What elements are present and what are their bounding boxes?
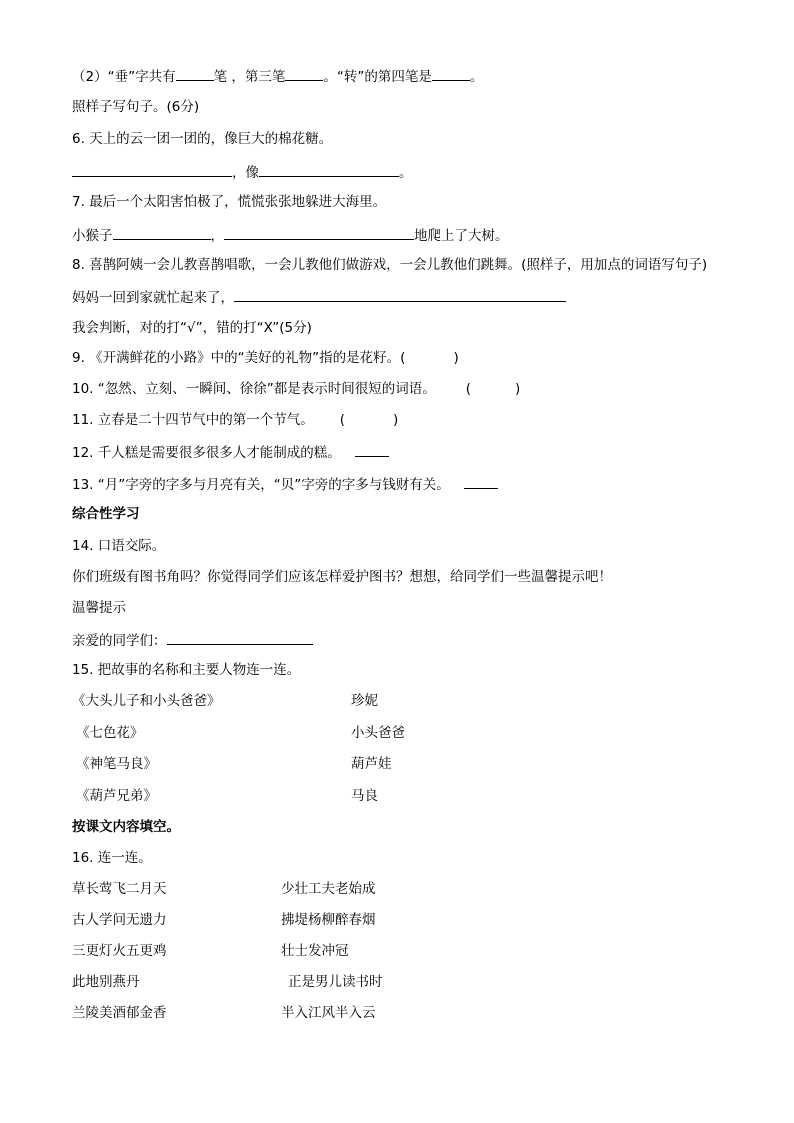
section-copy-sentence: 照样子写句子。(6分) [72,99,200,115]
q13-blank[interactable] [464,474,498,489]
q14-title: 14. 口语交际。 [72,538,166,554]
q15-left-item[interactable]: 《大头儿子和小头爸爸》 [72,693,221,709]
q12-blank[interactable] [355,442,389,457]
q6-end: 。 [399,165,413,181]
q6-answer-line [72,162,413,182]
q15-right-item[interactable]: 小头爸爸 [351,725,405,741]
q16-right-item[interactable]: 拂堤杨柳醉春烟 [281,912,376,928]
q7-blank-2[interactable] [224,225,414,240]
q9-close: ) [453,350,459,366]
section-comprehensive: 综合性学习 [72,506,140,522]
q8-blank[interactable] [234,287,566,302]
q7-end: 地爬上了大树。 [414,228,509,244]
q16-right-item[interactable]: 壮士发冲冠 [281,943,349,959]
q15-right-item[interactable]: 马良 [351,788,378,804]
q11-line [72,411,398,429]
q6-text: 6. 天上的云一团一团的，像巨大的棉花糖。 [72,131,333,147]
q15-right-item[interactable]: 珍妮 [351,693,378,709]
q16-left-item[interactable]: 三更灯火五更鸡 [72,943,167,959]
q10-line [72,380,520,398]
q7-start: 小猴子 [72,228,113,244]
q13-line [72,474,498,494]
stroke-question [72,66,483,86]
q14-answer-line [72,630,313,650]
q9-line [72,349,459,367]
q15-right-item[interactable]: 葫芦娃 [351,756,392,772]
q14-prompt: 你们班级有图书角吗？你觉得同学们应该怎样爱护图书？想想，给同学们一些温馨提示吧！ [72,569,612,585]
q16-title: 16. 连一连。 [72,850,152,866]
q16-right-item[interactable]: 少壮工夫老始成 [281,881,376,897]
q6-blank-2[interactable] [259,162,399,177]
stroke-question-text-1: （2）“垂”字共有 [72,69,176,85]
q9-text: 9. 《开满鲜花的小路》中的“美好的礼物”指的是花籽。( [72,350,406,366]
q16-left-item[interactable]: 古人学问无遗力 [72,912,167,928]
q11-text: 11. 立春是二十四节气中的第一个节气。 [72,412,314,428]
q7-text: 7. 最后一个太阳害怕极了，慌慌张张地躲进大海里。 [72,194,387,210]
stroke-question-text-4: 。 [469,69,484,85]
q10-close: ) [515,381,521,397]
q11-close: ) [393,412,399,428]
q15-left-item[interactable]: 《神笔马良》 [76,756,157,772]
q7-answer-line [72,225,509,245]
q15-left-item[interactable]: 《葫芦兄弟》 [76,788,157,804]
section-fill: 按课文内容填空。 [72,819,180,835]
fourth-stroke-blank[interactable] [432,66,470,81]
q15-left-item[interactable]: 《七色花》 [76,725,144,741]
q16-left-item[interactable]: 草长莺飞二月天 [72,881,167,897]
q16-left-item[interactable]: 兰陵美酒郁金香 [72,1005,167,1021]
stroke-question-text-3: 。“转”的第四笔是 [323,69,432,85]
q6-blank-1[interactable] [72,162,232,177]
q7-mid: ， [210,228,224,244]
q6-mid: ，像 [232,165,259,181]
q8-answer-line [72,287,566,307]
q8-text: 8. 喜鹊阿姨一会儿教喜鹊唱歌，一会儿教他们做游戏，一会儿教他们跳舞。(照样子，用加点的词语写句子) [72,257,708,273]
q16-right-item[interactable]: 半入江风半入云 [281,1005,376,1021]
q12-line [72,442,389,462]
q14-blank[interactable] [167,630,313,645]
q13-text: 13. “月”字旁的字多与月亮有关，“贝”字旁的字多与钱财有关。 [72,477,450,493]
q14-salutation: 亲爱的同学们： [72,633,167,649]
section-judge: 我会判断，对的打“√”，错的打“X”(5分) [72,320,312,336]
q11-open: ( [339,412,346,428]
q14-label: 温馨提示 [72,600,126,616]
q15-title: 15. 把故事的名称和主要人物连一连。 [72,662,301,678]
third-stroke-blank[interactable] [285,66,323,81]
q10-open: ( [465,381,472,397]
q12-text: 12. 千人糕是需要很多很多人才能制成的糕。 [72,445,341,461]
stroke-question-text-2: 笔 ，第三笔 [213,69,286,85]
q10-text: 10. “忽然、立刻、一瞬间、徐徐”都是表示时间很短的词语。 [72,381,436,397]
q16-left-item[interactable]: 此地别燕丹 [72,974,140,990]
q8-start: 妈妈一回到家就忙起来了， [72,290,234,306]
stroke-count-blank[interactable] [176,66,214,81]
q7-blank-1[interactable] [113,225,211,240]
q16-right-item[interactable]: 正是男儿读书时 [288,974,383,990]
